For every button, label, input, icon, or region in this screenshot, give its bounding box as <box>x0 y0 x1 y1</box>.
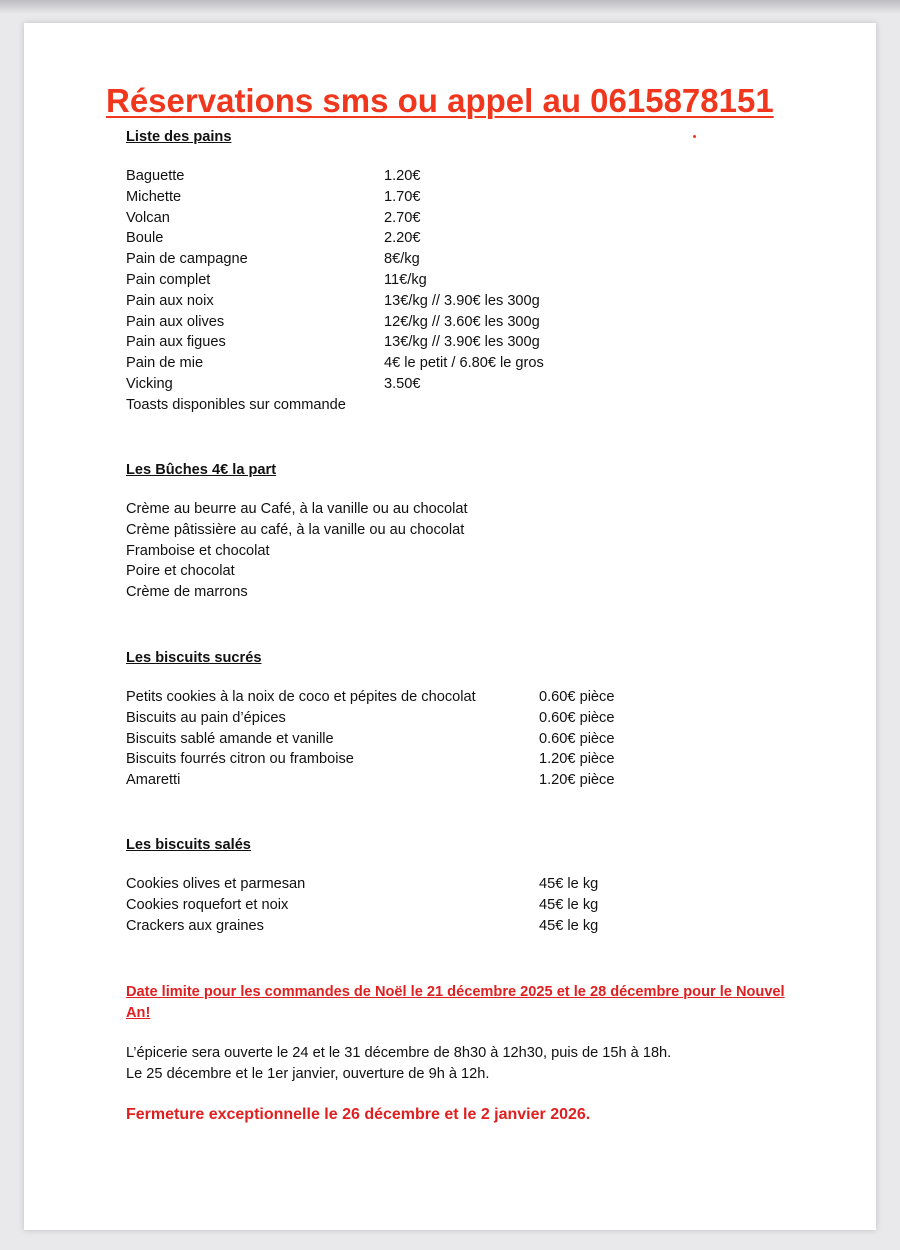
item-name: Vicking <box>126 375 173 392</box>
item-name: Pain aux figues <box>126 334 226 351</box>
item-name: Pain aux olives <box>126 313 225 330</box>
item-name: Amaretti <box>126 772 181 789</box>
opening-hours <box>126 1043 671 1085</box>
item-name: Biscuits sablé amande et vanille <box>126 730 334 747</box>
item-price: 1.20€ <box>384 168 421 184</box>
item-price: 3.50€ <box>384 375 421 392</box>
item-name: Volcan <box>126 209 170 226</box>
item-price: 45€ le kg <box>539 876 599 892</box>
toasts-note-text: Toasts disponibles sur commande <box>126 396 346 413</box>
item-name: Boule <box>126 230 164 247</box>
stray-dot <box>693 135 696 138</box>
item-price: 45€ le kg <box>539 896 599 913</box>
item-price: 2.70€ <box>384 209 421 226</box>
sales-heading: Les biscuits salés <box>126 837 251 853</box>
item-name: Cookies olives et parmesan <box>126 876 306 892</box>
item-price: 0.60€ pièce <box>539 689 615 705</box>
hours-line: L’épicerie sera ouverte le 24 et le 31 décembre de 8h30 à 12h30, puis de 15h à 18h. <box>126 1045 672 1061</box>
item-price: 2.20€ <box>384 230 421 247</box>
document-page <box>24 23 876 1230</box>
item-name: Baguette <box>126 168 185 184</box>
item-price: 0.60€ pièce <box>539 709 615 726</box>
item-name: Crème de marrons <box>126 584 248 601</box>
item-price: 12€/kg // 3.60€ les 300g <box>384 313 540 330</box>
order-deadline-note: Date limite pour les commandes de Noël le 21 décembre 2025 et le 28 décembre pour le Nouvel An! <box>126 984 785 1021</box>
item-name: Pain de campagne <box>126 251 248 268</box>
item-name: Petits cookies à la noix de coco et pépites de chocolat <box>126 689 476 705</box>
item-price: 0.60€ pièce <box>539 730 615 747</box>
item-name: Crème au beurre au Café, à la vanille ou au chocolat <box>126 501 468 517</box>
item-price: 13€/kg // 3.90€ les 300g <box>384 334 540 351</box>
item-name: Pain complet <box>126 271 211 288</box>
item-name: Biscuits fourrés citron ou framboise <box>126 751 354 768</box>
item-name: Biscuits au pain d’épices <box>126 709 286 726</box>
item-price: 8€/kg <box>384 251 420 268</box>
reservation-title: Réservations sms ou appel au 0615878151 <box>106 82 774 119</box>
item-name: Crème pâtissière au café, à la vanille ou au chocolat <box>126 521 465 538</box>
item-price: 45€ le kg <box>539 917 599 934</box>
item-name: Cookies roquefort et noix <box>126 896 289 913</box>
item-price: 11€/kg <box>384 271 427 288</box>
item-name: Framboise et chocolat <box>126 542 270 559</box>
item-price: 4€ le petit / 6.80€ le gros <box>384 355 544 372</box>
item-name: Pain de mie <box>126 355 204 372</box>
pains-heading: Liste des pains <box>126 129 232 145</box>
item-name: Michette <box>126 188 182 205</box>
top-shadow-bar <box>0 0 900 14</box>
hours-line: Le 25 décembre et le 1er janvier, ouverture de 9h à 12h. <box>126 1065 490 1082</box>
item-name: Pain aux noix <box>126 292 214 309</box>
item-name: Poire et chocolat <box>126 563 235 580</box>
item-price: 1.20€ pièce <box>539 772 615 789</box>
item-name: Crackers aux graines <box>126 917 264 934</box>
closure-notice: Fermeture exceptionnelle le 26 décembre et le 2 janvier 2026. <box>126 1106 591 1123</box>
item-price: 1.70€ <box>384 188 421 205</box>
buches-heading: Les Bûches 4€ la part <box>126 462 277 478</box>
item-price: 13€/kg // 3.90€ les 300g <box>384 292 540 309</box>
sucres-heading: Les biscuits sucrés <box>126 650 262 666</box>
item-price: 1.20€ pièce <box>539 751 615 768</box>
